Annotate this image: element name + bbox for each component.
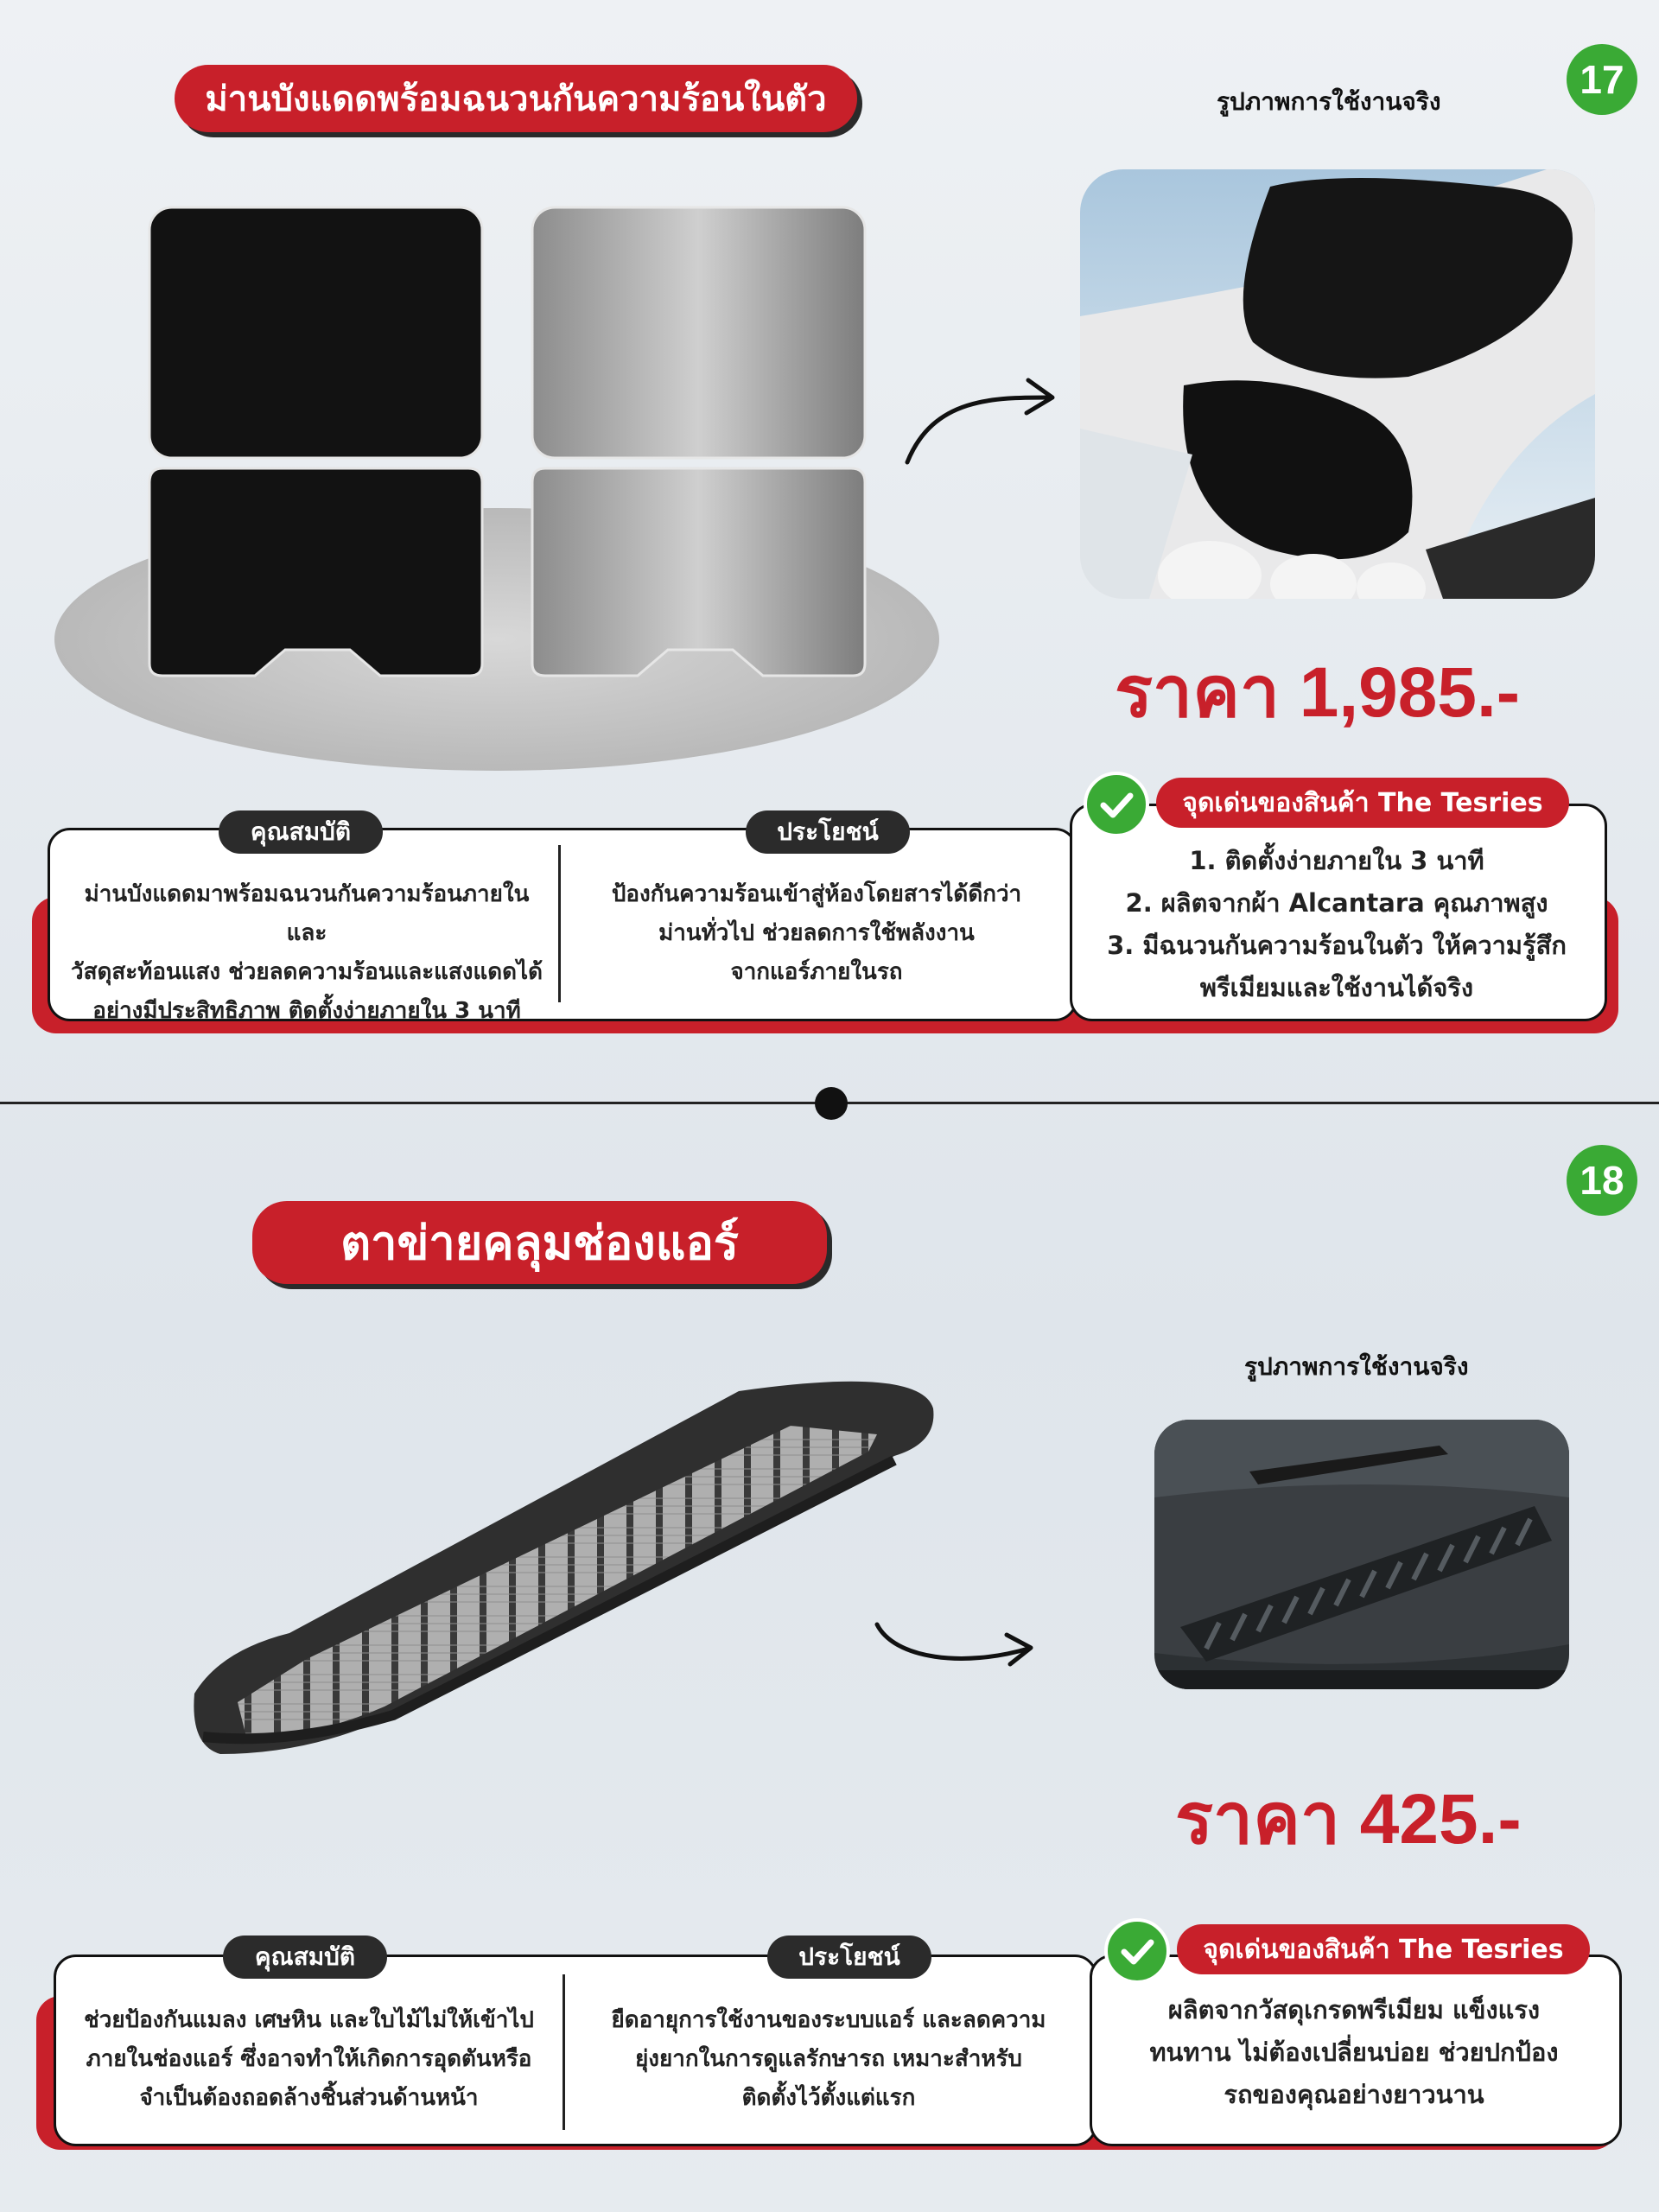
section-18-features-label: คุณสมบัติ — [223, 1936, 387, 1979]
arrow-icon — [868, 1616, 1041, 1685]
section-17-photo-caption: รูปภาพการใช้งานจริง — [1217, 87, 1441, 116]
section-18-benefits-text: ยืดอายุการใช้งานของระบบแอร์ และลดความ ยุ่งยากในการดูแลรักษารถ เหมาะสำหรับ ติดตั้งไว้ตั้งแต่แรก — [611, 2007, 1046, 2111]
section-17-features-text: ม่านบังแดดมาพร้อมฉนวนกันความร้อนภายใน และ วัสดุสะท้อนแสง ช่วยลดความร้อนและแสงแดดได้ อย่างมีประสิทธิภาพ ติดตั้งง่ายภายใน 3 นาที — [71, 881, 543, 1024]
arrow-icon — [899, 363, 1063, 475]
section-17-badge: 17 — [1567, 44, 1637, 115]
section-17-highlight-text: 1. ติดตั้งง่ายภายใน 3 นาที 2. ผลิตจากผ้า Alcantara คุณภาพสูง 3. มีฉนวนกันความร้อนในตัว ให้ความรู้สึก พรีเมียมและใช้งานได้จริง — [1107, 846, 1567, 1002]
section-18-highlight-text: ผลิตจากวัสดุเกรดพรีเมียม แข็งแรง ทนทาน ไม่ต้องเปลี่ยนบ่อย ช่วยปกป้อง รถของคุณอย่างยาวนาน — [1149, 1995, 1559, 2109]
section-18-features-text: ช่วยป้องกันแมลง เศษหิน และใบไม้ไม่ให้เข้าไป ภายในช่องแอร์ ซึ่งอาจทำให้เกิดการอุดตันหรือ จำเป็นต้องถอดล้างชิ้นส่วนด้านหน้า — [84, 2007, 534, 2111]
section-18-highlight-label: จุดเด่นของสินค้า The Tesries — [1177, 1924, 1590, 1974]
section-18-card-divider — [563, 1974, 565, 2130]
section-separator-dot — [815, 1087, 848, 1120]
section-18-benefits-label: ประโยชน์ — [767, 1936, 931, 1979]
silver-panel-top — [532, 207, 865, 458]
section-17-price: ราคา 1,985.- — [1115, 653, 1521, 732]
sunshade-installed-photo — [1080, 169, 1595, 599]
section-18-price: ราคา 425.- — [1175, 1780, 1522, 1859]
black-panel-bottom — [149, 468, 482, 676]
section-17-card-divider — [558, 845, 561, 1002]
vent-cover-installed-photo — [1154, 1420, 1569, 1689]
vent-cover-product-image — [186, 1374, 946, 1771]
check-icon — [1084, 772, 1149, 837]
section-17-benefits-label: ประโยชน์ — [746, 810, 910, 854]
section-17-benefits-text: ป้องกันความร้อนเข้าสู่ห้องโดยสารได้ดีกว่า ม่านทั่วไป ช่วยลดการใช้พลังงาน จากแอร์ภายในรถ — [611, 881, 1022, 985]
section-18-badge: 18 — [1567, 1145, 1637, 1216]
sunshade-product-image — [52, 190, 968, 786]
section-18-photo-caption: รูปภาพการใช้งานจริง — [1244, 1352, 1469, 1381]
section-17-title: ม่านบังแดดพร้อมฉนวนกันความร้อนในตัว — [175, 65, 857, 132]
section-17-highlight-label: จุดเด่นของสินค้า The Tesries — [1156, 778, 1569, 828]
black-panel-top — [149, 207, 482, 458]
section-18-title: ตาข่ายคลุมช่องแอร์ — [252, 1201, 827, 1284]
section-17-features-label: คุณสมบัติ — [219, 810, 383, 854]
check-icon — [1104, 1918, 1170, 1984]
silver-panel-bottom — [532, 468, 865, 676]
